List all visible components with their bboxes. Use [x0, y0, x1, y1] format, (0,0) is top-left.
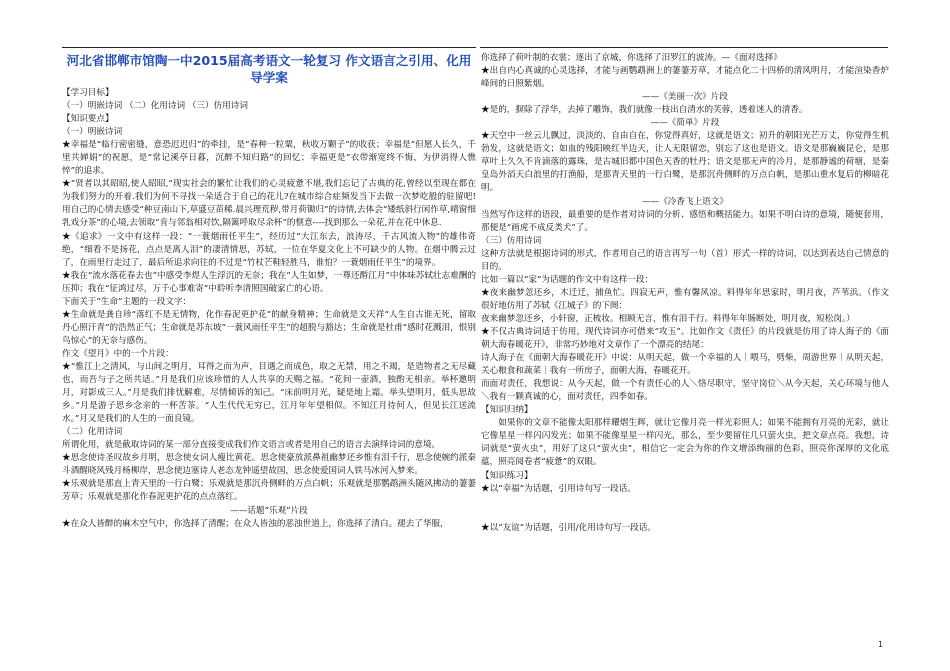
excerpt-caption: ——《美丽一次》片段: [642, 92, 728, 103]
paragraph: ★我在“流水落花春去也”中感受李煜人生浮沉的无奈；我在“人生如梦，一尊还酹江月”中体味苏轼壮志难酬的压抑；我在“征鸿过尽，万千心事难寄”中聆听李清照国破家亡的心语。: [62, 270, 476, 294]
header-rule-right: [480, 47, 888, 48]
answer-space: [481, 496, 889, 522]
paragraph: 你选择了荷叶制的衣裳；逐出了京城，你选择了汨罗江的波涛。—《面对选择》: [481, 53, 782, 63]
paragraph: 这种方法就是根据诗词的形式，作者用自己的语言再写一句（首）形式一样的诗词，以达到表达自己情意的目的。: [481, 248, 889, 272]
section-heading-key-points: 【知识要点】: [62, 114, 114, 125]
paragraph: ★是的，摒除了浮华，去掉了雕饰，我们就像一枝出自清水的芙蓉，透着迷人的清香。: [481, 105, 808, 116]
paragraph: ★“惟江上之清风，与山间之明月，耳得之而为声，目遇之而成色，取之无禁，用之不竭，是造物者之无尽藏也，而吾与子之所共适。”月是我们应该珍惜的人人共享的天赐之福。“花间一壶酒，独酌无相亲。举杯邀明月，对影成三人。”月是我们排忧解难，尽情倾诉的知己。“床前明月光，疑是地上霜。举头望明月，低头思故乡。”月是游子思乡念亲的一杯苦茶。“人生代代无穷已，江月年年望相似。不知江月待何人，但见长江送流水。”月又是我们的人生的一面良镜。: [62, 361, 476, 425]
paragraph: ★《追求》一文中有这样一段：“一蓑烟雨任平生”，经历过“大江东去，浪涛尽，千古风流人物”的雄伟奇绝，“细看不是扬花，点点是离人泪”的凄清情思，苏轼，一位在华夏文化上不可缺少的人物。在烟中腾云过了，在雨里行走过了，最后所追求向往的不过是“竹杖芒鞋轻胜马，谁怕？一蓑烟雨任平生”的境界。: [62, 231, 476, 268]
paragraph: 诗人海子在《面朝大海春暖花开》中说：从明天起，做一个幸福的人｜喂马，劈柴，周游世界｜从明天起，关心粮食和蔬菜｜我有一所房子，面朝大海，春暖花开。: [481, 353, 889, 377]
paragraph: 而面对责任，我想说：从今天起，做一个有责任心的人＼恪尽职守，坚守岗位＼从今天起，关心环境与他人＼我有一颗真诚的心，面对责任，四季如春。: [481, 379, 889, 403]
paragraph: ★思念使诗圣叹故乡月明，思念使女词人瘦比黄花。思念使豪放派鼻祖幽梦还乡惟有泪千行，思念使婉约派秦斗酒醒晓风残月杨柳岸，思念使边塞诗人老态龙钟遥望故国，思念使爱国词人铁马冰河入梦来。: [62, 453, 476, 477]
document-title: 河北省邯郸市馆陶一中2015届高考语文一轮复习 作文语言之引用、化用导学案: [66, 53, 472, 85]
excerpt-caption: ——《简单》片段: [650, 118, 720, 129]
objectives-list: （一）明嵌诗词 （二）化用诗词 （三）仿用诗词: [62, 101, 248, 112]
exercise-item: ★以“友谊”为话题，引用/化用诗句写一段话。: [481, 522, 656, 533]
paragraph: 作文《望月》中的一个片段：: [62, 348, 174, 359]
paragraph: 当然写作这样的语段，最重要的是作者对诗词的分析、感悟和概括能力。如果不明白诗的意境，随便套用，那便是“画虎不成反类犬”了。: [481, 209, 889, 233]
exercise-item: ★以“幸福”为话题，引用诗句写一段话。: [481, 483, 636, 494]
paragraph: ★幸福是“临行密密缝，意恐迟迟归”的牵挂，是“春种一粒粟，秋收万颗子”的收获；幸福是“但愿人长久，千里共婵娟”的祝愿，是“常记溪亭日暮，沉醉不知归路”的回忆；幸福更是“衣带渐宽终不悔，为伊消得人憔悴”的追求。: [62, 140, 476, 177]
paragraph: 比如一篇以“家”为话题的作文中有这样一段：: [481, 274, 654, 285]
section-heading-summary: 【知识归纳】: [481, 405, 533, 416]
excerpt-caption: ——《冷香飞上语文》: [642, 196, 728, 207]
paragraph: ★夜来幽梦忽还乡，木迁迁，捕鱼忙。四寂无声，惟有馨风凉。料得年年思家时，明月夜，芦苇浜。（作文很好地仿用了苏轼《江城子》的下阕：: [481, 287, 889, 311]
paragraph: ★生命就是龚自珍“落红不是无情物，化作春泥更护花”的献身精神；生命就是文天祥“人生自古谁无死，留取丹心照汗青”的浩然正气；生命就是苏东坡“一蓑风雨任平生”的超脱与豁达；生命就是杜甫“感时花溅泪，恨别鸟惊心”的无奈与感伤。: [62, 309, 476, 346]
summary-paragraph: 如果你的文章不能像太阳那样耀熠生辉，就让它像月亮一样光彩照人；如果不能拥有月亮的光彩，就让它像星星一样闪闪发光；如果不能像星星一样闪光，那么，至少要留住几只萤火虫，把文章点亮。我想，诗词就是“萤火虫”，用好了这只“萤火虫”，相信它一定会为你的作文增添绚丽的色彩，照亮你深厚的文化底蕴，照亮阅卷者“疲惫”的双眼。: [481, 418, 889, 468]
left-column: [62, 52, 476, 664]
paragraph: 所谓化用，就是截取诗词的某一部分直接变成我们作文语言或者是用自己的语言去演绎诗词的意境。: [62, 440, 441, 451]
page-number: 1: [878, 640, 884, 649]
paragraph: 夜来幽梦忽还乡，小轩窗，正梳妆。相顾无言，惟有泪千行。料得年年肠断处，明月夜，短松岗。）: [481, 313, 855, 324]
paragraph: ★在众人皆醉的麻木空气中，你选择了清醒；在众人皆浊的恶浊世道上，你选择了清白。褪去了华服，: [62, 518, 449, 529]
paragraph: ★“贤者以其昭昭,使人昭昭,”现实社会的繁忙让我们的心灵疲惫不堪,我们忘记了古典的花,曾经以至现在都在为我们努力的开着.我们为何不寻找一朵适合于自己的花儿?在城市综合症频发当下去做一次梦吃般的驻留吧!用自己的心情去感受“种豆南山下,草盛豆苗稀.晨兴理荒秽,带月荷锄归”的诗情,去体会“矮纸斜行闲作草,晴窗细乳戏分茶”的心境,去领取“肯与邻翁相对饮,隔篱呼取尽余杯”的惬意----找到那么一朵花,并在花中休息.: [62, 179, 476, 229]
subheading-explicit-embedding: （一）明嵌诗词: [62, 127, 123, 138]
right-column: [481, 52, 889, 664]
subheading-adaptation: （二）化用诗词: [62, 427, 123, 438]
paragraph: ★乐观就是那直上青天里的一行白鹭；乐观就是那沉舟侧畔的万点白帆；乐观就是那鹦鹉洲头随风拂动的萋萋芳草；乐观就是那化作春泥更护花的点点落红。: [62, 479, 476, 503]
paragraph: ★不仅古典诗词适于仿用，现代诗词亦可借来“攻玉”。比如作文《责任》的片段就是仿用了诗人海子的《面朝大海春暖花开》，非常巧妙地对文章作了一个漂亮的结尾：: [481, 326, 889, 351]
section-heading-objectives: 【学习目标】: [62, 88, 114, 98]
paragraph: ★天空中一丝云儿飘过，淡淡的、自由自在，你觉得真好，这就是语文；初升的朝阳光芒万丈，你觉得生机勃发，这就是语文；如血的残阳映红半边天，让人无限留恋，别忘了这也是语文。语文是那巍巍昆仑，是那草叶上久久不肯滴落的露珠，是古城旧都中国色天香的牡丹；语文是那无声的冷月，是那静谧的荷塘，是秦皇岛外滔天白浪里的打渔船，是那青天里的一行白鹭，是那沉舟侧畔的万点白帆，是那山重水复后的柳暗花明。: [481, 131, 889, 194]
paragraph: ★出自内心真诚的心灵选择，才能与画鹦鹉洲上的萋萋芳草，才能点化二十四桥的清风明月，才能渲染香炉峰间的日照紫烟。: [481, 66, 889, 90]
section-heading-exercises: 【知识练习】: [481, 470, 533, 481]
subheading-imitation: （三）仿用诗词: [481, 235, 542, 246]
header-rule-left: [62, 47, 476, 48]
excerpt-caption: ——话题“乐观”片段: [230, 505, 308, 516]
paragraph: 下面关于“生命”主题的一段文字：: [62, 296, 192, 307]
